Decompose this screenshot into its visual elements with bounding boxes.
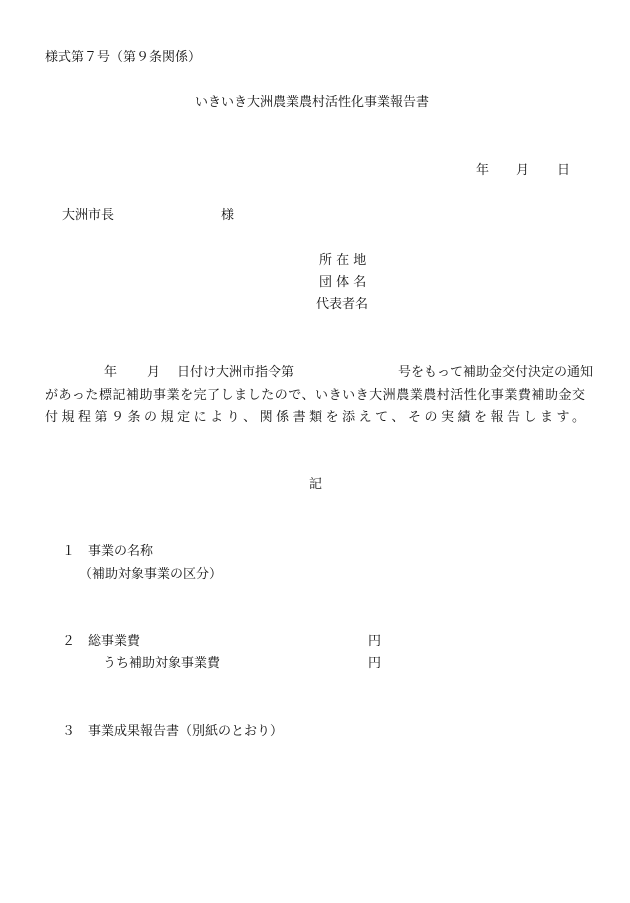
document-title: いきいき大洲農業農村活性化事業報告書 <box>195 95 430 110</box>
item-1-sub: （補助対象事業の区分） <box>79 567 223 582</box>
form-number: 様式第７号（第９条関係） <box>45 50 202 65</box>
item-2-number: ２ <box>62 634 76 649</box>
date-year-label: 年 <box>476 163 490 178</box>
body-line-3: 付規程第９条の規定により、関係書類を添えて、その実績を報告します。 <box>45 410 585 425</box>
item-2-unit: 円 <box>368 634 382 649</box>
representative-label: 代表者名 <box>316 297 369 312</box>
item-1-number: １ <box>62 544 76 559</box>
organization-label: 団 体 名 <box>319 275 367 290</box>
body-number-text: 号をもって補助金交付決定の通知 <box>398 365 594 380</box>
item-2-sub-unit: 円 <box>368 656 382 671</box>
body-year-label: 年 <box>104 365 118 380</box>
item-1-label: 事業の名称 <box>88 544 154 559</box>
item-3-number: ３ <box>62 724 76 739</box>
addressee-honorific: 様 <box>221 208 235 223</box>
ki-heading: 記 <box>309 477 323 492</box>
body-line-2: があった標記補助事業を完了しましたので、いきいき大洲農業農村活性化事業費補助金交 <box>45 388 585 403</box>
address-label: 所 在 地 <box>319 253 367 268</box>
item-2-label: 総事業費 <box>88 634 141 649</box>
date-month-label: 月 <box>516 163 530 178</box>
item-3-label: 事業成果報告書（別紙のとおり） <box>88 724 284 739</box>
body-month-label: 月 <box>147 365 161 380</box>
addressee-name: 大洲市長 <box>62 208 115 223</box>
item-2-sub: うち補助対象事業費 <box>103 656 221 671</box>
date-day-label: 日 <box>557 163 571 178</box>
body-day-text: 日付け大洲市指令第 <box>177 365 295 380</box>
